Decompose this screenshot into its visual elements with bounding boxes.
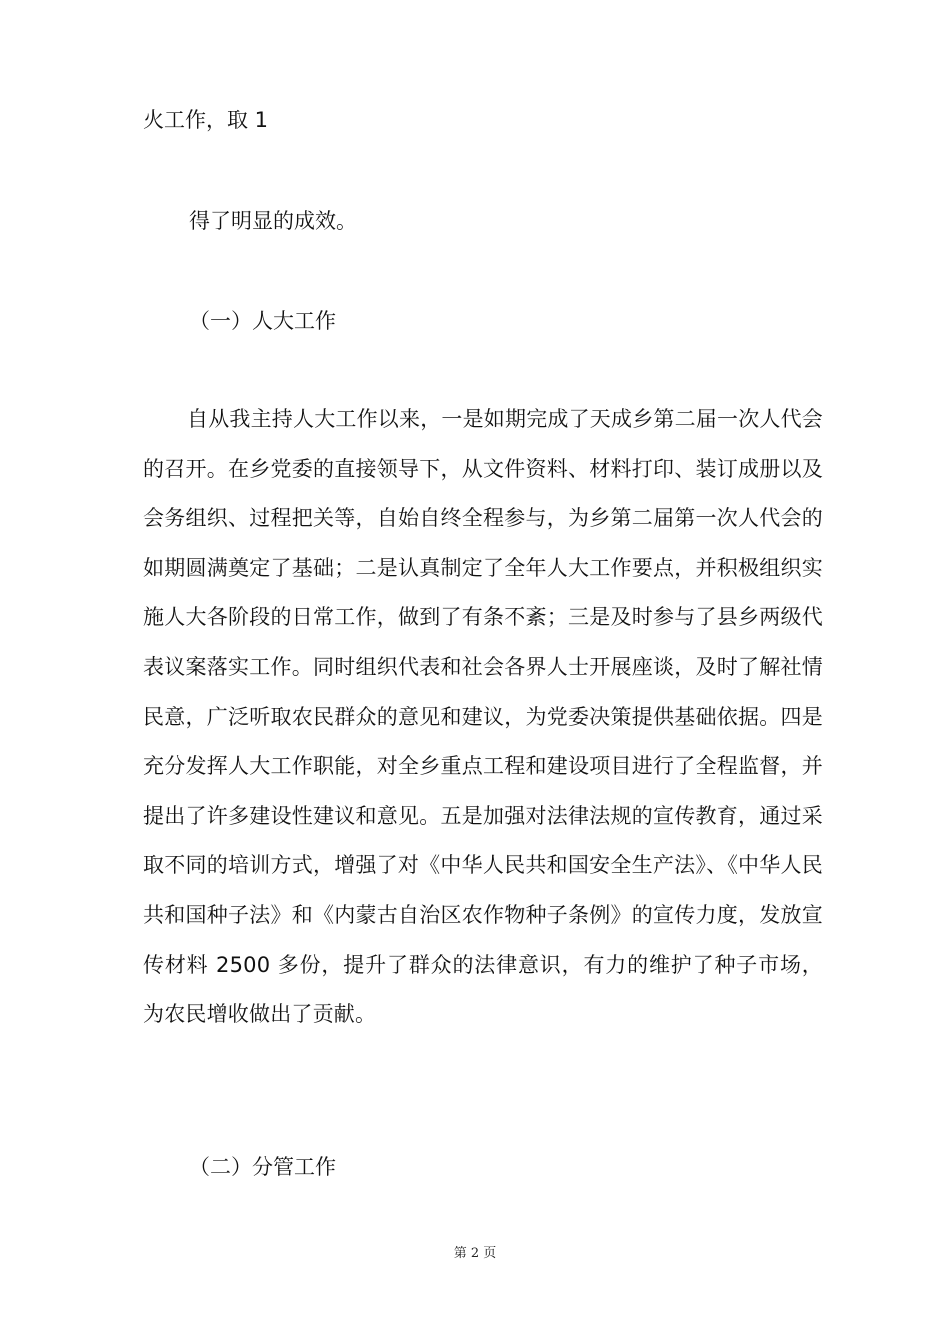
- page-number: 第 2 页: [453, 1246, 497, 1261]
- section-body-1: 自从我主持人大工作以来，一是如期完成了天成乡第二届一次人代会的召开。在乡党委的直接领导下，从文件资料、材料打印、装订成册以及会务组织、过程把关等，自始自终全程参与，为乡第二届第一次人代会的如期圆满奠定了基础；二是认真制定了全年人大工作要点，并积极组织实施人大各阶段的日常工作，做到了有条不紊；三是及时参与了县乡两级代表议案落实工作。同时组织代表和社会各界人士开展座谈，及时了解社情民意，广泛听取农民群众的意见和建议，为党委决策提供基础依据。四是充分发挥人大工作职能，对全乡重点工程和建设项目进行了全程监督，并提出了许多建设性建议和意见。五是加强对法律法规的宣传教育，通过采取不同的培训方式，增强了对《中华人民共和国安全生产法》、《中华人民共和国种子法》和《内蒙古自治区农作物种子条例》的宣传力度，发放宣传材料 2500 多份，提升了群众的法律意识，有力的维护了种子市场，为农民增收做出了贡献。: [143, 407, 823, 1027]
- continuation-line-2: 得了明显的成效。: [189, 209, 357, 233]
- continuation-line: 火工作，取 1: [143, 108, 269, 132]
- section-heading-2: （二）分管工作: [189, 1155, 336, 1179]
- section-heading-1: （一）人大工作: [189, 309, 336, 333]
